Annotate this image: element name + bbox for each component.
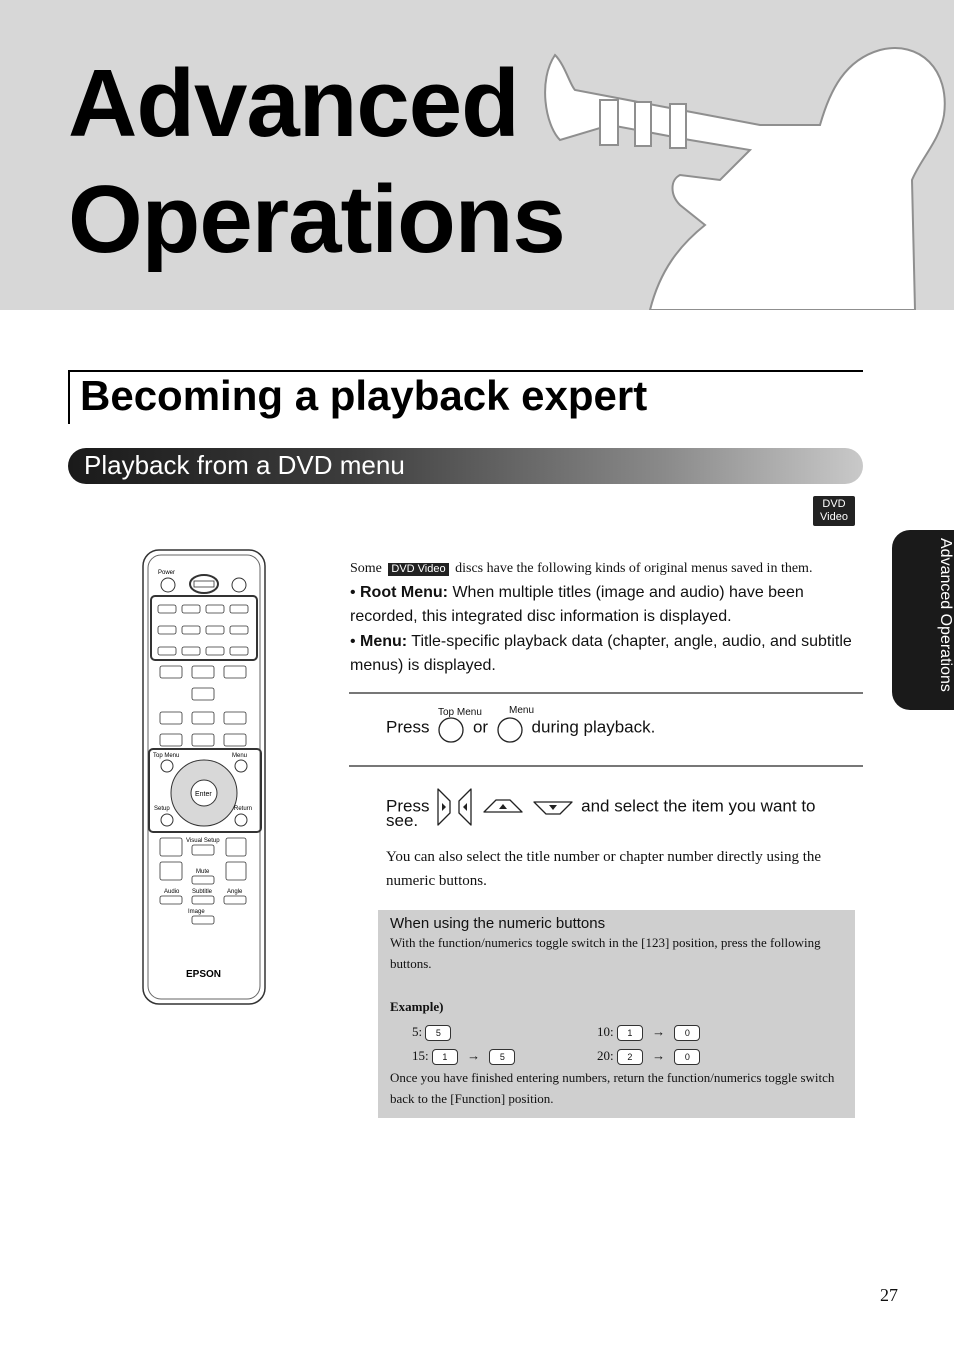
remote-mute-label: Mute bbox=[196, 869, 210, 875]
dvd-badge-line1: DVD bbox=[822, 498, 846, 510]
divider-1 bbox=[349, 692, 863, 694]
example-20-label: 20: bbox=[597, 1048, 614, 1063]
example-10 bbox=[597, 1022, 700, 1042]
divider-2 bbox=[349, 765, 863, 767]
inline-dvd-video-badge: DVD Video bbox=[388, 563, 448, 576]
menu-button-label: Menu bbox=[509, 705, 535, 716]
numeric-buttons-box bbox=[378, 910, 855, 1118]
arrow-right-icon: → bbox=[467, 1048, 481, 1063]
remote-topmenu-label: Top Menu bbox=[153, 753, 180, 759]
example-15 bbox=[412, 1046, 515, 1066]
remote-angle-label: Angle bbox=[227, 889, 243, 895]
remote-enter-label: Enter bbox=[195, 791, 212, 798]
subsection-bar bbox=[68, 448, 863, 484]
arrow-up-button-icon bbox=[480, 796, 526, 818]
step1-after: during playback. bbox=[531, 717, 656, 737]
arrow-right-icon: → bbox=[652, 1048, 666, 1063]
chapter-title-line1: Advanced bbox=[68, 50, 519, 157]
example-20 bbox=[597, 1046, 700, 1066]
intro-post: discs have the following kinds of original menus saved in them. bbox=[455, 561, 813, 576]
menu-button-icon bbox=[493, 713, 527, 743]
arrow-right-icon: → bbox=[652, 1024, 666, 1039]
side-chapter-tab bbox=[892, 530, 954, 710]
dvd-video-badge bbox=[813, 496, 855, 526]
remote-subtitle-label: Subtitle bbox=[192, 889, 213, 895]
key-1: 1 bbox=[617, 1025, 643, 1041]
example-10-label: 10: bbox=[597, 1024, 614, 1039]
step1-or: or bbox=[472, 717, 489, 737]
step1-text bbox=[386, 713, 655, 743]
arrow-right-button-icon bbox=[434, 785, 454, 829]
dvd-badge-line2: Video bbox=[820, 511, 848, 523]
step1-press: Press bbox=[386, 717, 430, 737]
bullet-root-menu-term: Root Menu: bbox=[360, 584, 448, 601]
bullet-root-menu: • Root Menu: When multiple titles (image and audio) have been recorded, this integrated disc information is displayed. bbox=[350, 584, 804, 625]
power-button-icon bbox=[161, 578, 175, 592]
remote-visual-setup-label: Visual Setup bbox=[186, 838, 220, 844]
example-5-label: 5: bbox=[412, 1024, 423, 1039]
box-text: With the function/numerics toggle switch in the [123] position, press the following buttons. bbox=[390, 935, 821, 971]
bullet-menu-term: Menu: bbox=[360, 633, 408, 650]
bullet-menu: • Menu: Title-specific playback data (chapter, angle, audio, and subtitle menus) is displayed. bbox=[350, 633, 852, 674]
page-number: 27 bbox=[880, 1285, 898, 1305]
key-2: 2 bbox=[617, 1049, 643, 1065]
eject-button-icon bbox=[232, 578, 246, 592]
box-example-label: Example) bbox=[390, 999, 444, 1014]
trumpet-player-silhouette-icon bbox=[520, 30, 954, 310]
remote-image-label: Image bbox=[188, 909, 205, 915]
example-15-label: 15: bbox=[412, 1048, 429, 1063]
key-5: 5 bbox=[425, 1025, 451, 1041]
step2-text bbox=[386, 785, 816, 829]
chapter-title-line2: Operations bbox=[68, 166, 565, 273]
key-0: 0 bbox=[674, 1049, 700, 1065]
remote-brand: EPSON bbox=[186, 969, 222, 980]
remote-power-label: Power bbox=[158, 570, 176, 576]
remote-audio-label: Audio bbox=[164, 889, 180, 895]
remote-setup-label: Setup bbox=[154, 806, 170, 812]
arrow-left-button-icon bbox=[455, 785, 475, 829]
side-tab-label: Advanced Operations bbox=[937, 538, 954, 692]
box-title: When using the numeric buttons bbox=[390, 915, 606, 932]
chapter-banner bbox=[0, 0, 954, 310]
section-title: Becoming a playback expert bbox=[80, 372, 648, 419]
key-5: 5 bbox=[489, 1049, 515, 1065]
subsection-title: Playback from a DVD menu bbox=[84, 450, 405, 480]
key-0: 0 bbox=[674, 1025, 700, 1041]
box-footer: Once you have finished entering numbers, return the function/numerics toggle switch back to the [Function] position. bbox=[390, 1070, 835, 1106]
remote-return-label: Return bbox=[234, 806, 253, 812]
intro-pre: Some bbox=[350, 561, 382, 576]
bullet-root-menu-text: When multiple titles (image and audio) have been recorded, this integrated disc information is displayed. bbox=[350, 584, 804, 625]
remote-menu-label: Menu bbox=[232, 753, 248, 759]
step2-line2: see. bbox=[386, 811, 419, 830]
remote-control-illustration bbox=[140, 548, 270, 1008]
top-menu-button-icon bbox=[434, 713, 468, 743]
arrow-down-button-icon bbox=[530, 796, 576, 818]
step2-after: and select the item you want to bbox=[581, 796, 816, 816]
step2-note: You can also select the title number or chapter number directly using the numeric buttons. bbox=[386, 849, 822, 889]
chapter-title bbox=[68, 46, 565, 278]
intro-paragraph bbox=[350, 560, 812, 578]
section-heading bbox=[68, 370, 863, 424]
bullet-menu-text: Title-specific playback data (chapter, angle, audio, and subtitle menus) is displayed. bbox=[350, 633, 852, 674]
key-1: 1 bbox=[432, 1049, 458, 1065]
step2-press: Press bbox=[386, 796, 430, 816]
top-menu-button-label: Top Menu bbox=[438, 707, 482, 718]
example-5 bbox=[412, 1022, 451, 1042]
